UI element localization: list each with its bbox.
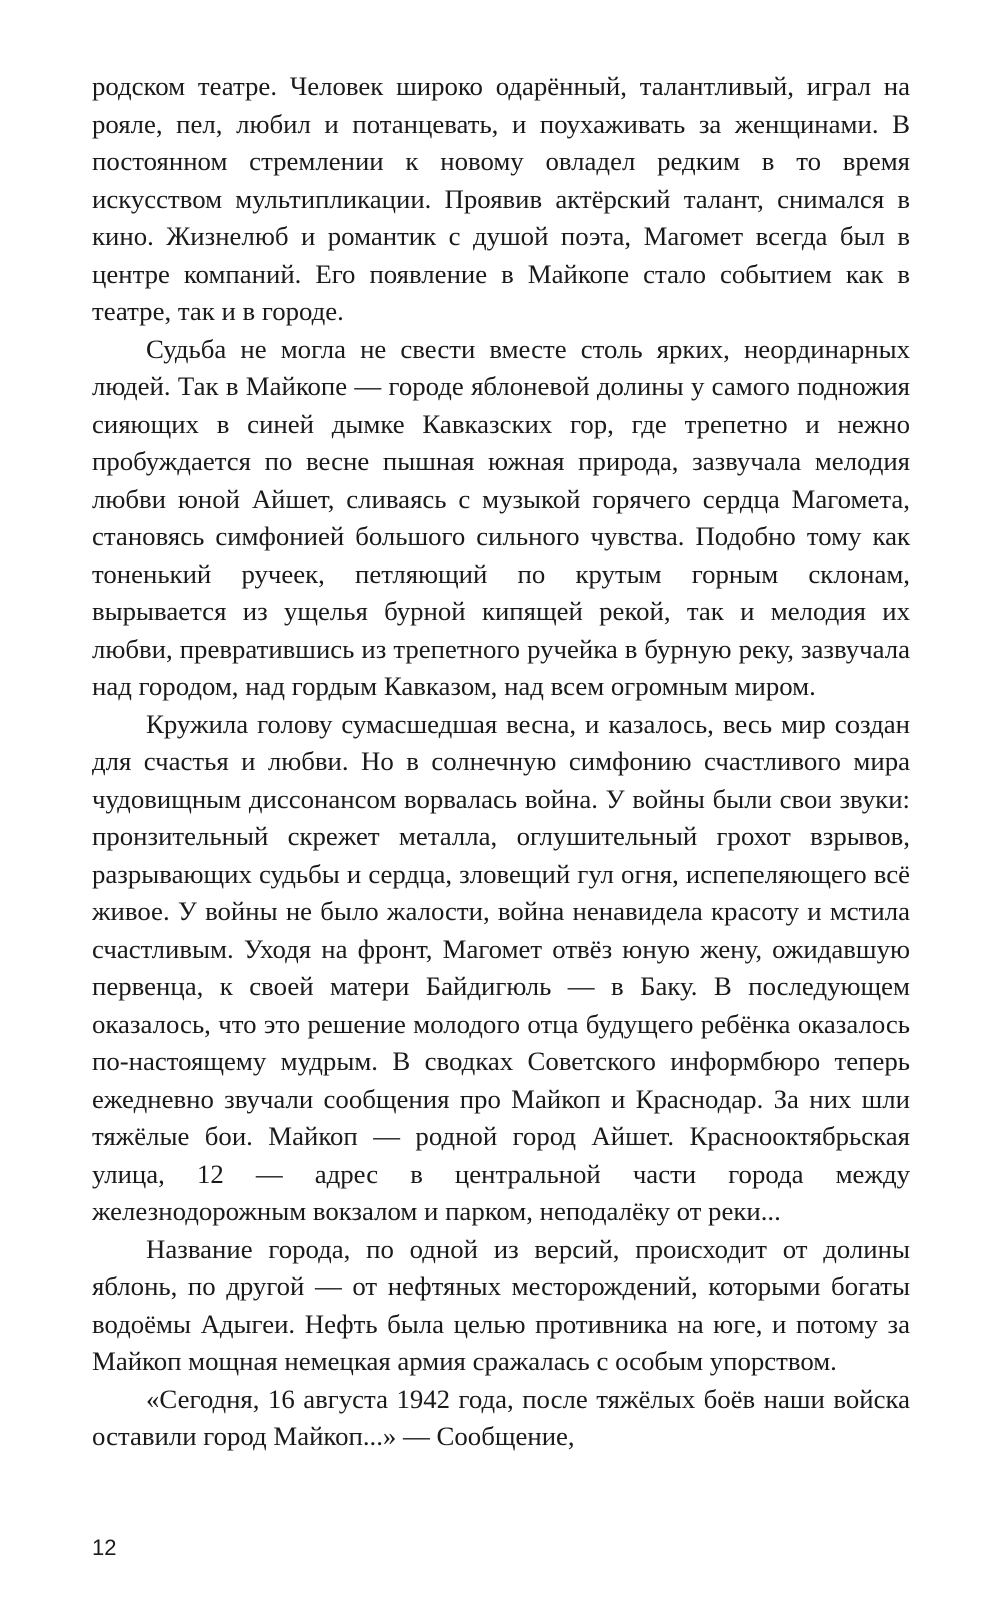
- page-number: 12: [92, 1535, 117, 1560]
- paragraph-5: «Сегодня, 16 августа 1942 года, после тяжёлых боёв наши войска оставили город Майкоп...» — Сообщение,: [92, 1383, 910, 1451]
- paragraph-4: Название города, по одной из версий, происходит от долины яблонь, по другой — от нефтяных месторождений, которыми богаты водоёмы Адыгеи. Нефть была целью противника на юге, и потому за Майкоп мощная немецкая армия сражалась с особым упорством.: [92, 1233, 910, 1376]
- paragraph-1: родском театре. Человек широко одарённый, талантливый, играл на рояле, пел, любил и потанцевать, и поухаживать за женщинами. В постоянном стремлении к новому овладел редким в то время искусством мультипликации. Проявив актёрский талант, снимался в кино. Жизнелюб и романтик с душой поэта, Магомет всегда был в центре компаний. Его появление в Майкопе стало событием как в театре, так и в городе.: [92, 71, 910, 326]
- page-body: [92, 68, 910, 1456]
- paragraph-3: Кружила голову сумасшедшая весна, и казалось, весь мир создан для счастья и любви. Но в солнечную симфонию счастливого мира чудовищным диссонансом ворвалась война. У войны были свои звуки: пронзительный скрежет металла, оглушительный грохот взрывов, разрывающих судьбы и сердца, зловещий гул огня, испепеляющего всё живое. У войны не было жалости, война ненавидела красоту и мстила счастливым. Уходя на фронт, Магомет отвёз юную жену, ожидавшую первенца, к своей матери Байдигюль — в Баку. В последующем оказалось, что это решение молодого отца будущего ребёнка оказалось по-настоящему мудрым. В сводках Советского информбюро теперь ежедневно звучали сообщения про Майкоп и Краснодар. За них шли тяжёлые бои. Майкоп — родной город Айшет. Краснооктябрьская улица, 12 — адрес в центральной части города между железнодорожным вокзалом и парком, неподалёку от реки...: [92, 708, 910, 1226]
- paragraph-2: Судьба не могла не свести вместе столь ярких, неординарных людей. Так в Майкопе — городе яблоневой долины у самого подножия сияющих в синей дымке Кавказских гор, где трепетно и нежно пробуждается по весне пышная южная природа, зазвучала мелодия любви юной Айшет, сливаясь с музыкой горячего сердца Магомета, становясь симфонией большого сильного чувства. Подобно тому как тоненький ручеек, петляющий по крутым горным склонам, вырывается из ущелья бурной кипящей рекой, так и мелодия их любви, превратившись из трепетного ручейка в бурную реку, зазвучала над городом, над гордым Кавказом, над всем огромным миром.: [92, 333, 910, 701]
